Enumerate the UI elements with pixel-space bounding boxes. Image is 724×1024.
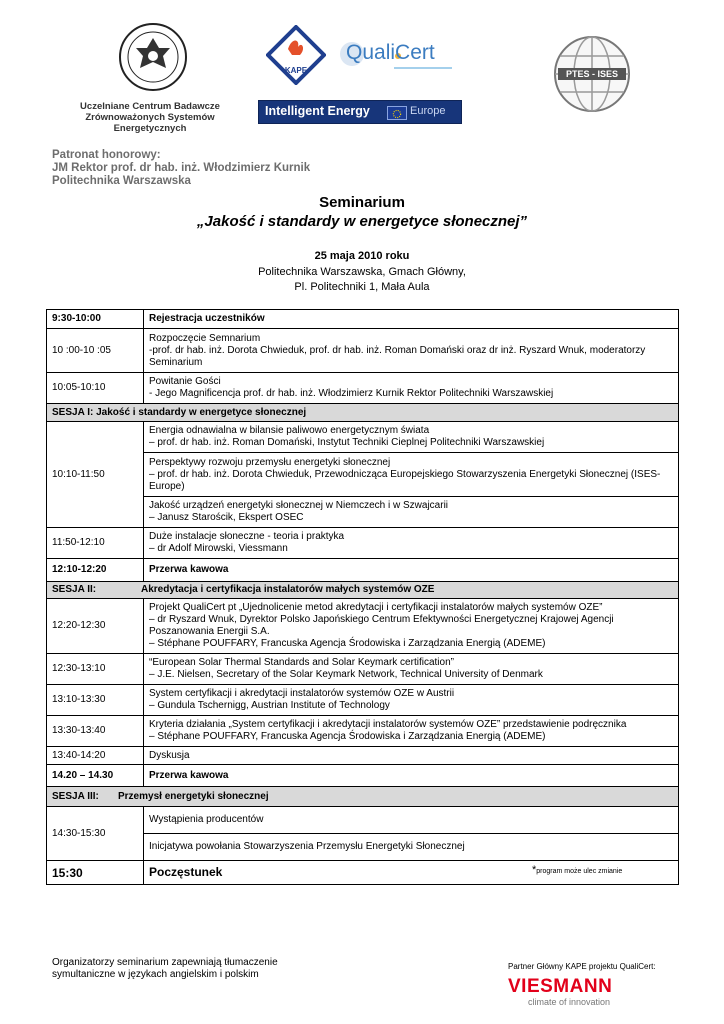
table-row [47, 422, 679, 453]
viessmann-logo [508, 976, 648, 1012]
row-item [144, 528, 679, 559]
row-item-line: Kryteria działania „System certyfikacji i akredytacji instalatorów systemów OZE” przedstawienie podręcznika [149, 719, 627, 730]
row-item-line: – dr Adolf Mirowski, Viessmann [149, 543, 288, 554]
row-item-line: Projekt QualiCert pt „Ujednolicenie metod akredytacji i certyfikacji instalatorów małych systemów OZE” [149, 602, 603, 613]
patronage-line1: Patronat honorowy: [52, 149, 161, 161]
table-row [47, 373, 679, 404]
seminar-date: 25 maja 2010 roku [314, 250, 410, 262]
patronage-line2: JM Rektor prof. dr hab. inż. Włodzimierz Kurnik [52, 162, 311, 174]
row-item-line: – J.E. Nielsen, Secretary of the Solar Keymark Network, Technical University of Denmark [149, 669, 543, 680]
patronage-line3: Politechnika Warszawska [52, 175, 191, 187]
qualicert-logo-text: QualiCert [346, 41, 435, 64]
row-item: Wystąpienia producentów [144, 807, 679, 834]
university-seal-logo [118, 22, 188, 92]
footer-partner-label: Partner Główny KAPE projektu QualiCert: [508, 962, 656, 971]
row-time: 12:30-13:10 [47, 654, 144, 685]
footer-line1: Organizatorzy seminarium zapewniają tłumaczenie [52, 957, 278, 968]
eu-flag-icon [387, 106, 407, 120]
row-time: 12:20-12:30 [47, 599, 144, 654]
row-item [144, 654, 679, 685]
row-item-line: Poczęstunek [149, 864, 223, 879]
page-title: Seminarium [319, 194, 405, 211]
session-text: Akredytacja i certyfikacja instalatorów małych systemów OZE [141, 584, 435, 595]
ptes-ises-logo-text: PTES - ISES [565, 69, 618, 79]
row-item-line: Duże instalacje słoneczne - teoria i praktyka [149, 531, 345, 542]
row-item-line: Poszanowania Energii S.A. [149, 626, 270, 637]
row-time: 10 :00-10 :05 [47, 329, 144, 373]
session-title [47, 582, 679, 599]
ucbzse-label [55, 101, 245, 134]
row-item-line: – dr Ryszard Wnuk, Dyrektor Polsko Japońskiego Centrum Efektywności Energetycznej Krajowej Agencji [149, 614, 614, 625]
iee-logo-europe: Europe [410, 105, 446, 117]
session-row [47, 404, 679, 422]
row-item: Rejestracja uczestników [144, 310, 679, 329]
table-row [47, 559, 679, 582]
session-row [47, 582, 679, 599]
row-time: 9:30-10:00 [47, 310, 144, 329]
session-title [47, 787, 679, 807]
row-item-line: Rozpoczęcie Semnarium [149, 332, 261, 344]
row-item-line: Energia odnawialna w bilansie paliwowo energetycznym świata [149, 425, 430, 436]
iee-logo [258, 100, 462, 124]
iee-logo-text: Intelligent Energy [265, 104, 370, 118]
table-row [47, 599, 679, 654]
table-row [47, 654, 679, 685]
row-time: 14.20 – 14.30 [47, 765, 144, 787]
row-item [144, 453, 679, 497]
program-note [532, 864, 622, 878]
seminar-place-line2: Pl. Politechniki 1, Mała Aula [294, 281, 430, 293]
row-item-line: -prof. dr hab. inż. Dorota Chwieduk, prof. dr hab. inż. Roman Domański oraz dr inż. Ryszard Wnuk, moderatorzy [149, 344, 646, 356]
row-item-line: Powitanie Gości [149, 376, 221, 387]
row-item-line: – prof. dr hab. inż. Roman Domański, Instytut Techniki Cieplnej Politechniki Warszawskiej [149, 437, 545, 448]
row-item-line: – Gundula Tschernigg, Austrian Institute of Technology [149, 700, 390, 711]
row-item [144, 497, 679, 528]
table-row [47, 765, 679, 787]
program-table [46, 309, 679, 885]
page-subtitle: „Jakość i standardy w energetyce słonecznej” [196, 213, 528, 230]
row-time: 11:50-12:10 [47, 528, 144, 559]
ucbzse-label-line3: Energetycznych [113, 123, 187, 134]
session-title: SESJA I: Jakość i standardy w energetyce słonecznej [47, 404, 679, 422]
row-item [144, 422, 679, 453]
program-note-star: * [532, 864, 537, 876]
viessmann-logo-tagline: climate of innovation [528, 997, 611, 1007]
row-time: 15:30 [47, 861, 144, 885]
row-item: Przerwa kawowa [144, 559, 679, 582]
row-item-line: – Stéphane POUFFARY, Francuska Agencja Środowiska i Zarządzania Energią (ADEME) [149, 731, 546, 742]
row-item-line: System certyfikacji i akredytacji instalatorów systemów OZE w Austrii [149, 688, 455, 699]
footer-line2: symultaniczne w językach angielskim i polskim [52, 969, 259, 980]
patronage-block [52, 149, 310, 188]
program-note-text: program może ulec zmianie [536, 868, 623, 875]
session-text: Przemysł energetyki słonecznej [118, 790, 269, 802]
seminar-place-line1: Politechnika Warszawska, Gmach Główny, [258, 266, 466, 278]
qualicert-logo [340, 34, 460, 74]
table-row [47, 310, 679, 329]
row-item-line: Seminarium [149, 356, 203, 368]
ptes-ises-logo [552, 34, 632, 114]
row-item-line: Perspektywy rozwoju przemysłu energetyki słonecznej [149, 456, 391, 468]
row-time: 12:10-12:20 [47, 559, 144, 582]
session-row [47, 787, 679, 807]
table-row [47, 861, 679, 885]
row-item [144, 599, 679, 654]
row-item [144, 685, 679, 716]
kape-logo-text: KAPE [284, 66, 308, 75]
row-item: Dyskusja [144, 747, 679, 765]
row-time: 10:10-11:50 [47, 422, 144, 528]
ucbzse-label-line2: Zrównoważonych Systemów [85, 112, 215, 123]
row-item-line: – Stéphane POUFFARY, Francuska Agencja Środowiska i Zarządzania Energią (ADEME) [149, 638, 546, 649]
row-item-line: – Janusz Starościk, Ekspert OSEC [149, 512, 304, 523]
footer-translation-note [52, 957, 278, 981]
session-label: SESJA II: [52, 584, 97, 595]
row-item: Przerwa kawowa [144, 765, 679, 787]
table-row [47, 747, 679, 765]
row-time: 13:40-14:20 [47, 747, 144, 765]
table-row [47, 528, 679, 559]
row-item [144, 329, 679, 373]
row-item: Inicjatywa powołania Stowarzyszenia Przemysłu Energetyki Słonecznej [144, 834, 679, 861]
row-item-line: - Jego Magnificencja prof. dr hab. inż. Włodzimierz Kurnik Rektor Politechniki Warszawskiej [149, 388, 554, 399]
row-item-line: “European Solar Thermal Standards and Solar Keymark certification” [149, 657, 454, 668]
row-time: 13:10-13:30 [47, 685, 144, 716]
viessmann-logo-text: VIESMANN [508, 976, 613, 997]
row-item [144, 716, 679, 747]
row-item-line: Jakość urządzeń energetyki słonecznej w Niemczech i w Szwajcarii [149, 500, 449, 511]
row-time: 10:05-10:10 [47, 373, 144, 404]
kape-logo [266, 25, 326, 85]
row-time: 14:30-15:30 [47, 807, 144, 861]
table-row [47, 807, 679, 834]
table-row [47, 329, 679, 373]
row-time: 13:30-13:40 [47, 716, 144, 747]
table-row [47, 685, 679, 716]
row-item [144, 861, 679, 885]
row-item [144, 373, 679, 404]
table-row [47, 716, 679, 747]
session-label: SESJA III: [52, 790, 99, 802]
ucbzse-label-line1: Uczelniane Centrum Badawcze [80, 101, 220, 112]
row-item-line: – prof. dr hab. inż. Dorota Chwieduk, Przewodnicząca Europejskiego Stowarzyszenia Energetyki Słonecznej (ISES- [149, 468, 661, 480]
row-item-line: Europe) [149, 480, 185, 492]
